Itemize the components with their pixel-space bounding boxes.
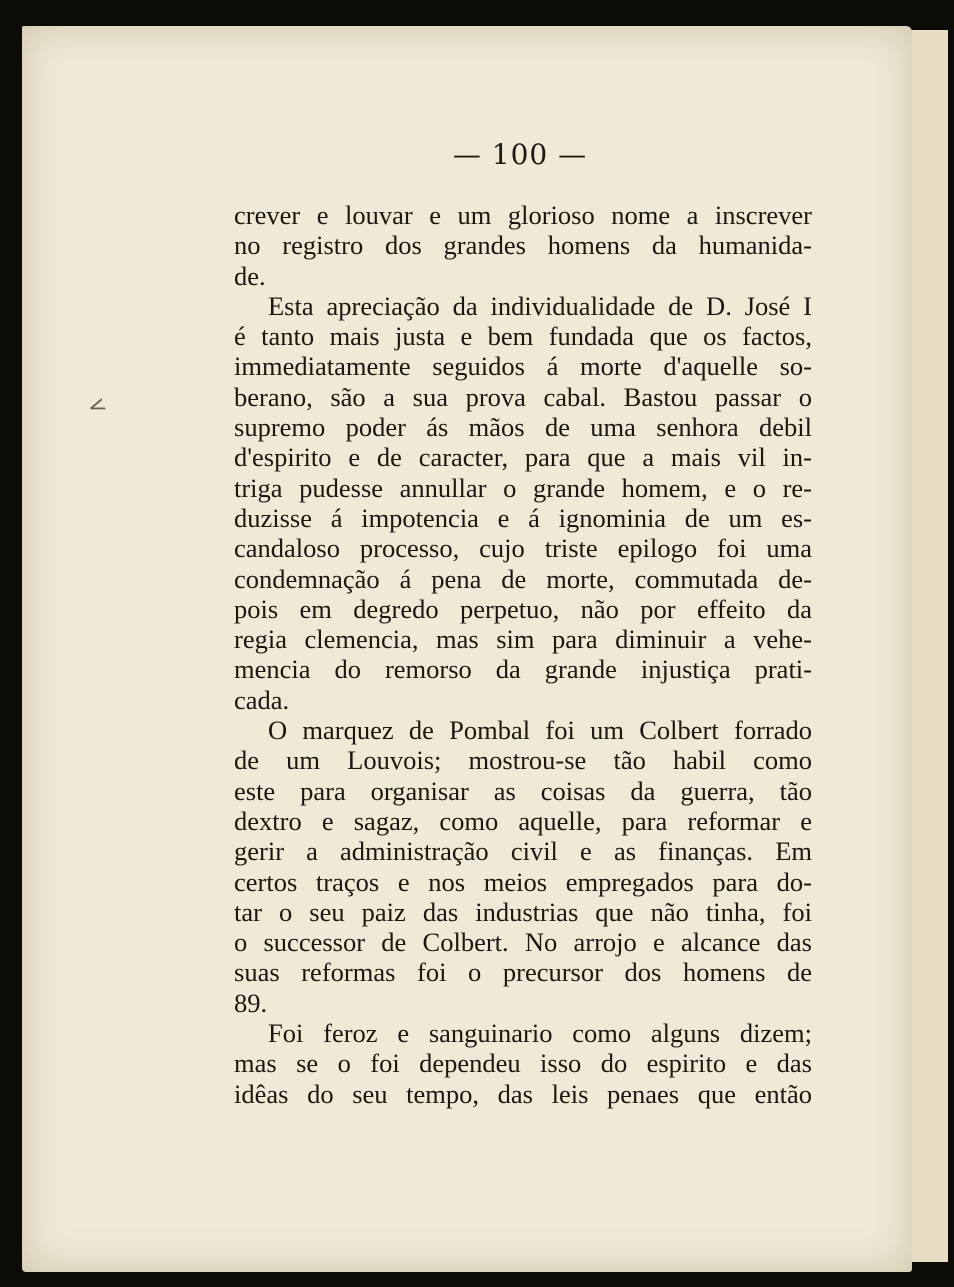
text-line: cada. bbox=[234, 684, 290, 715]
text-line: crever e louvar e um glorioso nome a inscrever bbox=[234, 200, 812, 230]
text-line: O marquez de Pombal foi um Colbert forrado bbox=[268, 715, 812, 746]
text-line: dextro e sagaz, como aquelle, para reformar e bbox=[234, 805, 812, 836]
text-line: triga pudesse annullar o grande homem, e o re- bbox=[234, 472, 812, 503]
text-line: d'espirito e de caracter, para que a mais vil in- bbox=[234, 442, 812, 473]
page-number: — 100 — bbox=[452, 138, 588, 171]
text-line: certos traços e nos meios empregados para do- bbox=[234, 866, 812, 897]
text-line: mas se o foi dependeu isso do espirito e das bbox=[234, 1048, 812, 1079]
text-line: pois em degredo perpetuo, não por effeito da bbox=[234, 593, 812, 624]
text-line: 89. bbox=[234, 987, 268, 1018]
text-line: de. bbox=[234, 260, 266, 291]
text-line: supremo poder ás mãos de uma senhora debil bbox=[234, 412, 812, 443]
text-line: é tanto mais justa e bem fundada que os factos, bbox=[234, 321, 812, 352]
text-line: de um Louvois; mostrou-se tão habil como bbox=[234, 745, 812, 776]
text-line: tar o seu paiz das industrias que não tinha, foi bbox=[234, 896, 812, 927]
body-text bbox=[234, 200, 812, 1109]
text-line: Esta apreciação da individualidade de D. José I bbox=[268, 290, 812, 321]
text-line: berano, são a sua prova cabal. Bastou passar o bbox=[234, 381, 812, 412]
text-line: condemnação á pena de morte, commutada de- bbox=[234, 563, 812, 594]
text-line: no registro dos grandes homens da humanida- bbox=[234, 230, 812, 261]
text-line: immediatamente seguidos á morte d'aquelle so- bbox=[234, 351, 812, 382]
text-line: regia clemencia, mas sim para diminuir a vehe- bbox=[234, 624, 812, 655]
text-line: candaloso processo, cujo triste epilogo foi uma bbox=[234, 533, 812, 564]
text-line: idêas do seu tempo, das leis penaes que então bbox=[234, 1078, 812, 1109]
text-line: duzisse á impotencia e á ignominia de um es- bbox=[234, 502, 812, 533]
text-line: mencia do remorso da grande injustiça prati- bbox=[234, 654, 812, 685]
text-line: Foi feroz e sanguinario como alguns dizem; bbox=[268, 1018, 812, 1049]
text-line: o successor de Colbert. No arrojo e alcance das bbox=[234, 927, 812, 958]
text-line: suas reformas foi o precursor dos homens de bbox=[234, 957, 812, 988]
text-line: este para organisar as coisas da guerra, tão bbox=[234, 775, 812, 806]
text-line: gerir a administração civil e as finanças. Em bbox=[234, 836, 812, 867]
pencil-margin-mark: < bbox=[84, 391, 111, 422]
